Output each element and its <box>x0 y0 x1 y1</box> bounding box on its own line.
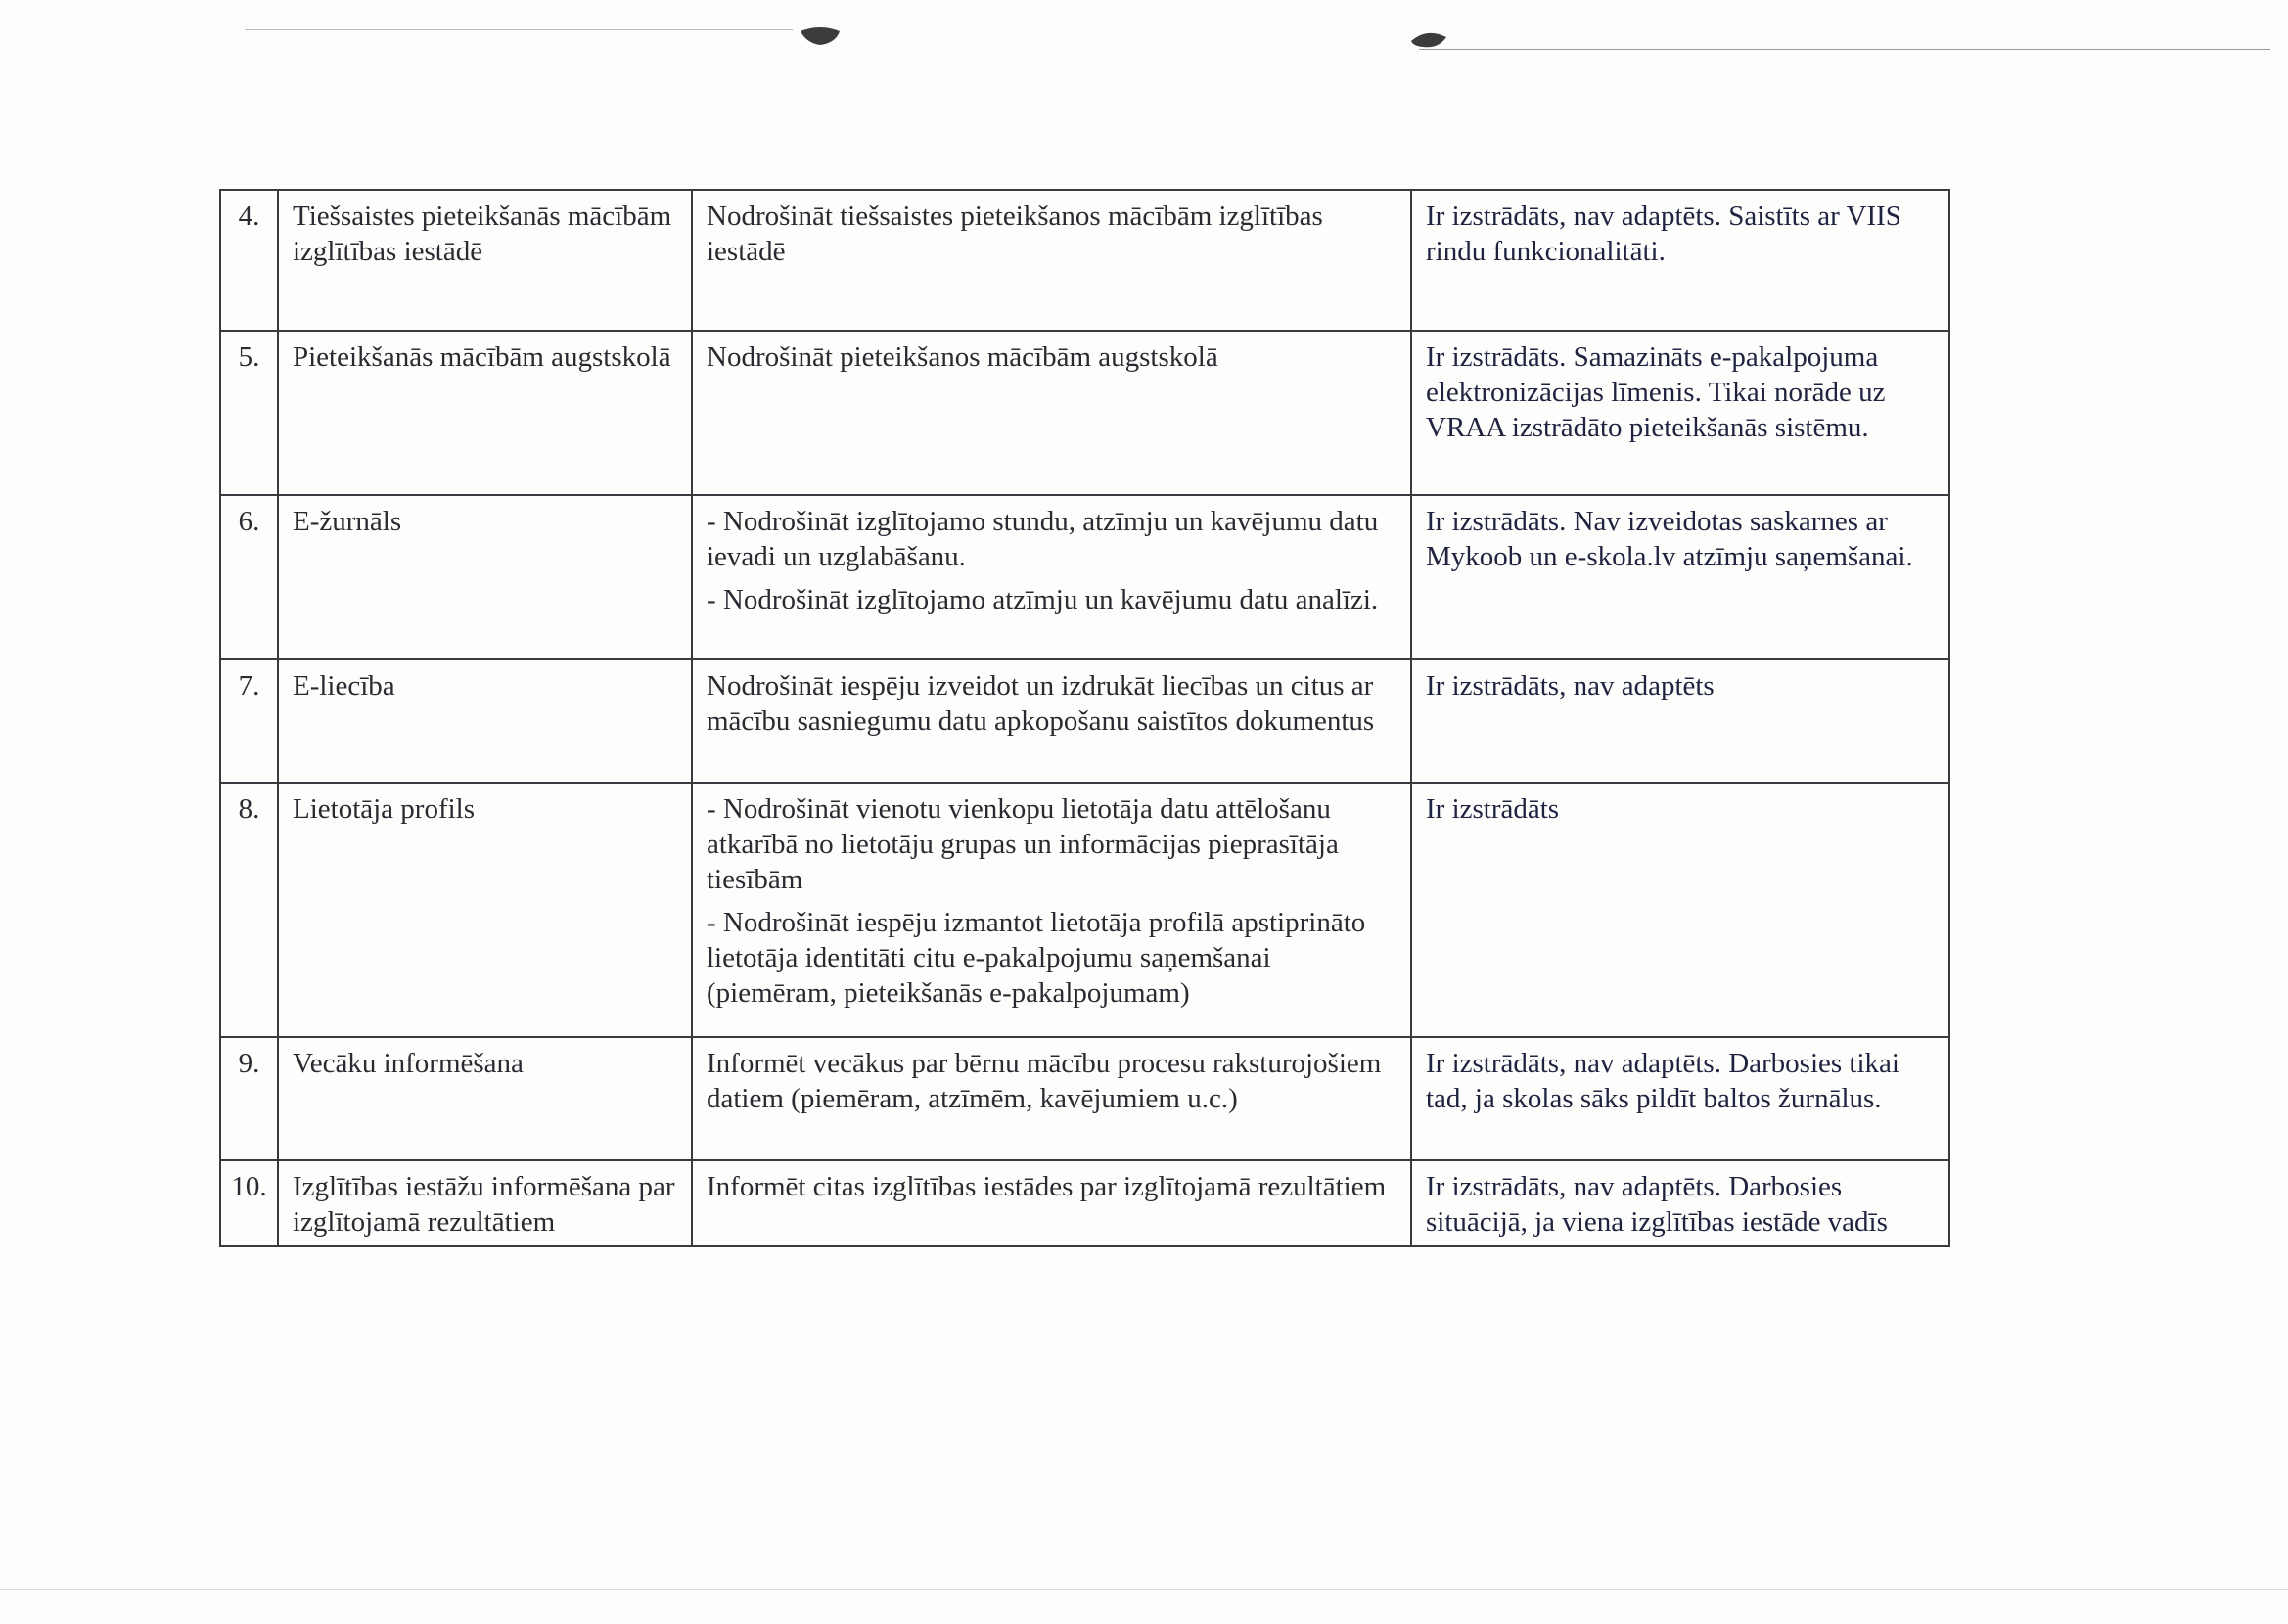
service-status: Ir izstrādāts. Nav izveidotas saskarnes ar Mykoob un e-skola.lv atzīmju saņemšanai. <box>1411 495 1949 659</box>
scan-artifact-line-bottom <box>0 1589 2288 1590</box>
table-row <box>220 331 1949 495</box>
row-number: 6. <box>220 495 278 659</box>
table-row <box>220 1037 1949 1160</box>
description-paragraph: - Nodrošināt iespēju izmantot lietotāja profilā apstiprināto lietotāja identitāti citu e-pakalpojumu saņemšanai (piemēram, pieteikšanās e-pakalpojumam) <box>707 907 1366 1009</box>
punch-hole-mark-right <box>1409 29 1458 51</box>
service-description <box>692 190 1411 331</box>
service-status: Ir izstrādāts, nav adaptēts. Darbosies tikai tad, ja skolas sāks pildīt baltos žurnālus. <box>1411 1037 1949 1160</box>
service-description <box>692 1037 1411 1160</box>
service-status: Ir izstrādāts <box>1411 783 1949 1037</box>
service-description <box>692 331 1411 495</box>
scan-artifact-line-top-right <box>1419 49 2270 50</box>
description-paragraph: Informēt vecākus par bērnu mācību procesu raksturojošiem datiem (piemēram, atzīmēm, kavējumiem u.c.) <box>707 1048 1382 1114</box>
table-row <box>220 1160 1949 1246</box>
description-paragraph: Nodrošināt pieteikšanos mācībām augstskolā <box>707 341 1218 373</box>
row-number: 9. <box>220 1037 278 1160</box>
services-table <box>219 189 1950 1247</box>
description-paragraph: Nodrošināt iespēju izveidot un izdrukāt liecības un citus ar mācību sasniegumu datu apkopošanu saistītos dokumentus <box>707 670 1375 737</box>
service-description <box>692 659 1411 783</box>
service-name: Tiešsaistes pieteikšanās mācībām izglītības iestādē <box>278 190 692 331</box>
service-name: Lietotāja profils <box>278 783 692 1037</box>
service-description <box>692 1160 1411 1246</box>
scan-artifact-line-top-left <box>245 29 793 30</box>
table-row <box>220 783 1949 1037</box>
service-name: E-žurnāls <box>278 495 692 659</box>
table-row <box>220 659 1949 783</box>
service-name: Izglītības iestāžu informēšana par izglītojamā rezultātiem <box>278 1160 692 1246</box>
row-number: 5. <box>220 331 278 495</box>
description-paragraph: - Nodrošināt izglītojamo stundu, atzīmju un kavējumu datu ievadi un uzglabāšanu. <box>707 506 1379 572</box>
service-name: E-liecība <box>278 659 692 783</box>
service-status: Ir izstrādāts, nav adaptēts. Darbosies situācijā, ja viena izglītības iestāde vadīs <box>1411 1160 1949 1246</box>
service-status: Ir izstrādāts. Samazināts e-pakalpojuma elektronizācijas līmenis. Tikai norāde uz VRAA izstrādāto pieteikšanās sistēmu. <box>1411 331 1949 495</box>
service-status: Ir izstrādāts, nav adaptēts <box>1411 659 1949 783</box>
table-row <box>220 190 1949 331</box>
row-number: 10. <box>220 1160 278 1246</box>
row-number: 8. <box>220 783 278 1037</box>
punch-hole-mark-left <box>799 25 842 47</box>
description-paragraph: Nodrošināt tiešsaistes pieteikšanos mācībām izglītības iestādē <box>707 201 1323 267</box>
table-row <box>220 495 1949 659</box>
service-name: Vecāku informēšana <box>278 1037 692 1160</box>
service-description <box>692 495 1411 659</box>
description-paragraph: - Nodrošināt vienotu vienkopu lietotāja datu attēlošanu atkarībā no lietotāju grupas un informācijas pieprasītāja tiesībām <box>707 793 1339 895</box>
row-number: 4. <box>220 190 278 331</box>
description-paragraph: Informēt citas izglītības iestādes par izglītojamā rezultātiem <box>707 1171 1387 1202</box>
row-number: 7. <box>220 659 278 783</box>
service-status: Ir izstrādāts, nav adaptēts. Saistīts ar VIIS rindu funkcionalitāti. <box>1411 190 1949 331</box>
service-description <box>692 783 1411 1037</box>
description-paragraph: - Nodrošināt izglītojamo atzīmju un kavējumu datu analīzi. <box>707 584 1379 615</box>
service-name: Pieteikšanās mācībām augstskolā <box>278 331 692 495</box>
